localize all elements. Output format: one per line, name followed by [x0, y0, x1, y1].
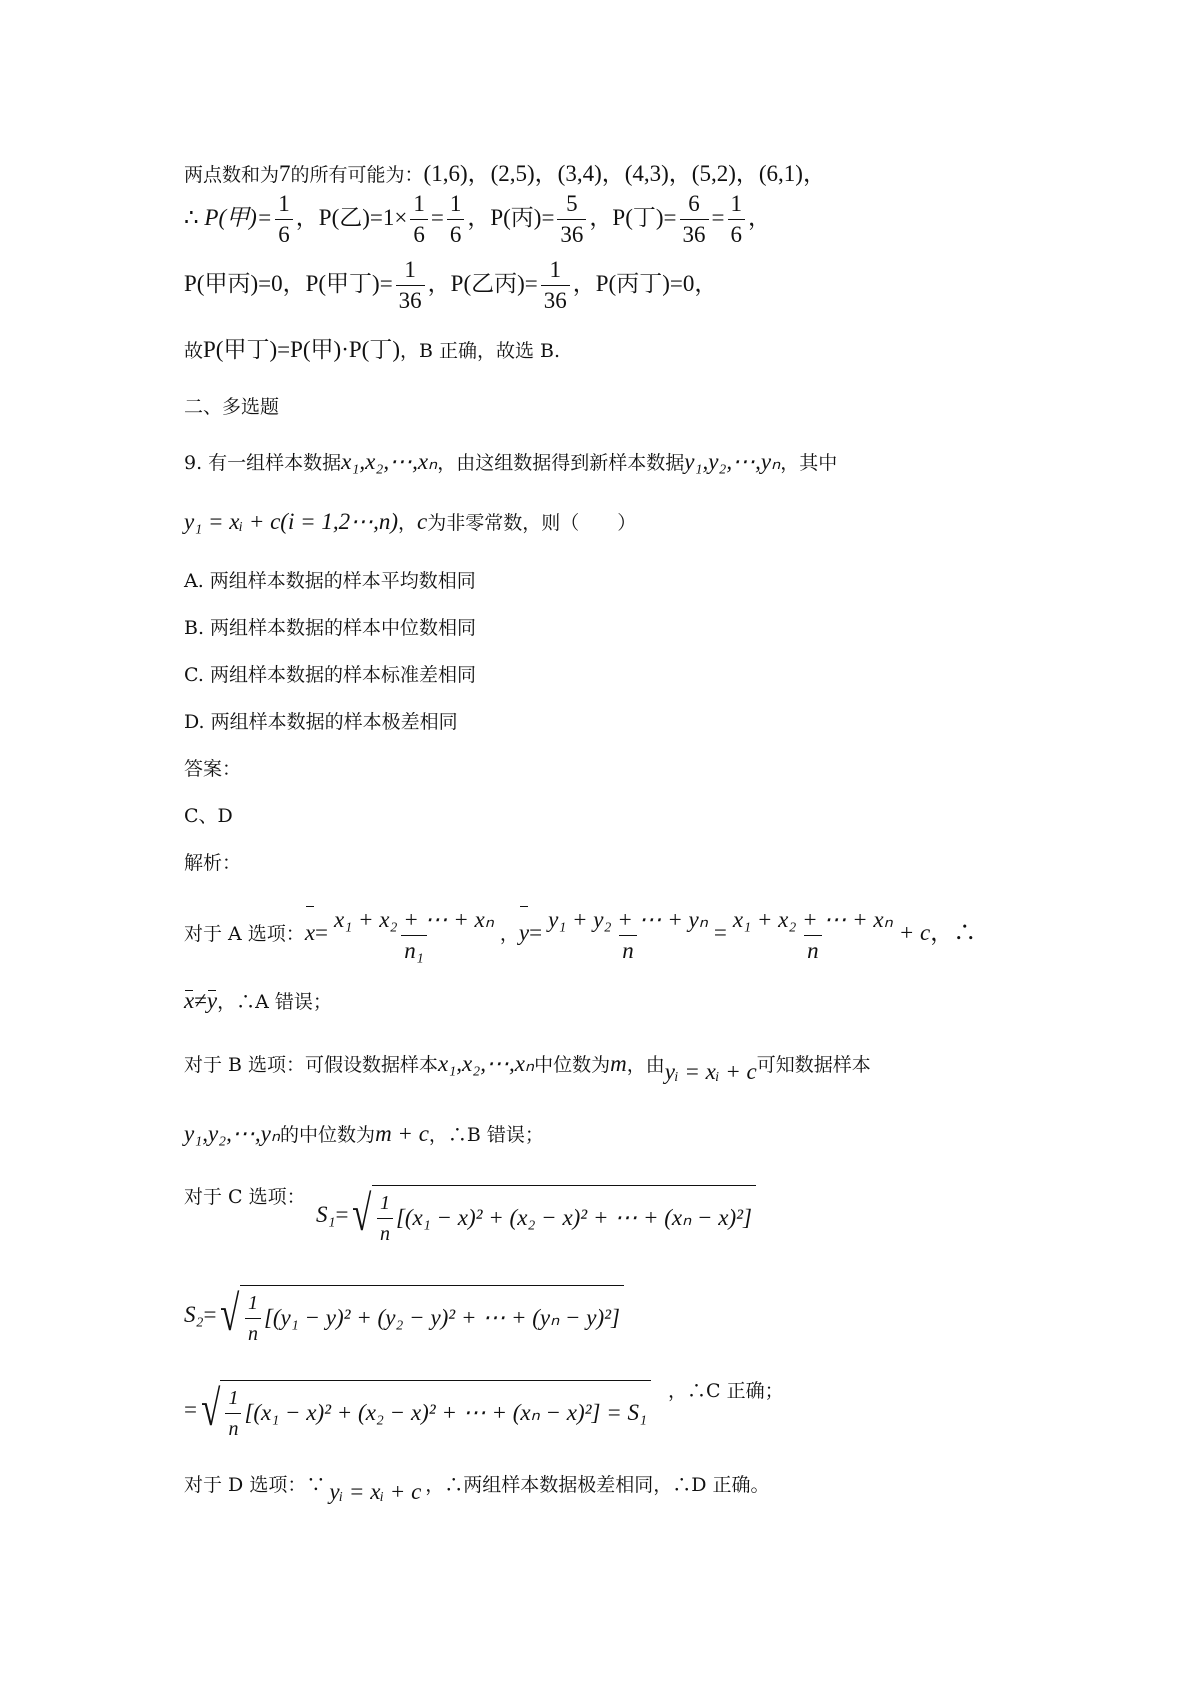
relation-formula: yᵢ = xᵢ + c	[329, 1479, 422, 1504]
p-ding: ，P(丁)=	[589, 205, 677, 230]
p-bing: ，P(丙)=	[467, 205, 555, 230]
option-d: D. 两组样本数据的样本极差相同	[184, 711, 458, 733]
s1-formula: S₁= √ $\frac{1}{n}$ [(x₁ − x)² + (x₂ − x)² + ⋯ + (xₙ − x)²]	[316, 1185, 756, 1248]
fraction: $\frac{1}{6}$	[410, 191, 428, 248]
text: ，由这组数据得到新样本数据	[437, 452, 685, 474]
square-root: √ $\frac{1}{n}$ [(x₁ − x)² + (x₂ − x)² + ⋯ + (xₙ − x)²] = S₁	[197, 1380, 651, 1443]
text: 中位数为	[534, 1054, 611, 1076]
fraction: $\frac{6}{36}$	[680, 191, 709, 248]
text: ，其中	[780, 452, 838, 474]
number-seven: 7	[279, 161, 291, 186]
y-bar: y	[206, 988, 218, 1013]
question-9-condition: y₁ = xᵢ + c(i = 1,2⋯,n)，c为非零常数，则（ ）	[184, 509, 637, 534]
p-jia: P(甲)=	[204, 205, 273, 230]
text: 9. 有一组样本数据	[184, 452, 342, 474]
x-sequence: x₁,x₂,⋯,xₙ	[341, 449, 438, 474]
text: 故	[184, 340, 204, 362]
analysis-a-line2: x≠y，∴A 错误；	[184, 988, 332, 1013]
square-root: √ $\frac{1}{n}$ [(y₁ − y)² + (y₂ − y)² + ⋯ + (yₙ − y)²]	[216, 1285, 624, 1348]
x-bar: x	[184, 988, 195, 1013]
text: 的所有可能为：	[290, 164, 424, 186]
option-a: A. 两组样本数据的样本平均数相同	[184, 570, 476, 592]
joint-prob-text: ，P(乙丙)=	[427, 271, 538, 296]
fraction: $\frac{1}{6}$	[728, 191, 746, 248]
analysis-d-line	[184, 1470, 770, 1504]
formula: P(甲丁)=P(甲)·P(丁)	[203, 337, 400, 362]
variance-expression: [(x₁ − x)² + (x₂ − x)² + ⋯ + (xₙ − x)²]	[395, 1205, 753, 1231]
fraction: $\frac{1}{6}$	[275, 191, 293, 248]
m-variable: m	[610, 1051, 627, 1076]
relation-formula: y₁ = xᵢ + c(i = 1,2⋯,n)	[184, 509, 399, 534]
text: ，B 正确，故选 B.	[399, 340, 561, 362]
analysis-a-line1: 对于 A 选项：x= $\frac{\text{x₁ + x₂ + ⋯ + xₙ}}{\text{n₁}}$ ，y= $\frac{\text{y₁ + y₂ + ⋯ + yₙ}}{n}$ = $\frac{\text{x₁ + x₂ + ⋯ + xₙ}}{n}$ + c，∴	[184, 903, 976, 964]
line-conclusion	[184, 336, 560, 365]
answer-label: 答案：	[184, 758, 242, 780]
s2-equals-s1: = √ $\frac{1}{n}$ [(x₁ − x)² + (x₂ − x)² + ⋯ + (xₙ − x)²] = S₁	[184, 1380, 651, 1443]
therefore-symbol: ∴	[184, 205, 199, 230]
text: 对于 B 选项：可假设数据样本	[184, 1054, 439, 1076]
section-heading: 二、多选题	[184, 396, 280, 418]
answer-value: C、D	[184, 805, 233, 827]
relation-formula: yᵢ = xᵢ + c	[664, 1059, 757, 1084]
text: 的中位数为	[280, 1124, 376, 1146]
text: 两点数和为	[184, 164, 280, 186]
y-sequence: y₁,y₂,⋯,yₙ	[184, 1121, 281, 1146]
pairs-list: (1,6)，(2,5)，(3,4)，(4,3)，(5,2)，(6,1)，	[423, 161, 826, 186]
fraction: $\frac{1}{6}$	[447, 191, 465, 248]
joint-prob-text: ，P(丙丁)=0，	[572, 271, 718, 296]
text: ，由	[626, 1054, 665, 1076]
analysis-b-line1	[184, 1050, 871, 1084]
s2-formula: S₂= √ $\frac{1}{n}$ [(y₁ − y)² + (y₂ − y)² + ⋯ + (yₙ − y)²]	[184, 1285, 624, 1348]
line-joint-probabilities	[184, 256, 717, 314]
analysis-label: 解析：	[184, 852, 242, 874]
question-9-stem	[184, 448, 837, 477]
text: 可知数据样本	[756, 1054, 871, 1076]
square-root: √ $\frac{1}{n}$ [(x₁ − x)² + (x₂ − x)² + ⋯ + (xₙ − x)²]	[348, 1185, 756, 1248]
option-c: C. 两组样本数据的样本标准差相同	[184, 664, 476, 686]
text: 对于 D 选项：∵	[184, 1474, 326, 1496]
text: ，∴两组样本数据极差相同，∴D 正确。	[425, 1474, 770, 1496]
line-probabilities: ∴ P(甲)= $\frac{1}{6}$ ，P(乙)=1× $\frac{1}{6}$ = $\frac{1}{6}$ ，P(丙)= $\frac{5}{36}$ ，P(丁)= $\frac{6}{36}$ = $\frac{1}{6}$ ，	[184, 191, 771, 248]
option-b: B. 两组样本数据的样本中位数相同	[184, 617, 477, 639]
text: ，∴A 错误；	[217, 991, 332, 1013]
s1: S₁	[316, 1202, 336, 1227]
fraction: $\frac{1}{36}$	[396, 257, 425, 314]
text: 为非零常数，则（ ）	[427, 512, 637, 534]
fraction: $\frac{\text{x₁ + x₂ + ⋯ + xₙ}}{\text{n₁}}$	[334, 906, 494, 963]
x-sequence: x₁,x₂,⋯,xₙ	[438, 1051, 535, 1076]
m-plus-c: m + c	[375, 1121, 429, 1146]
c-correct: ，∴C 正确；	[668, 1380, 784, 1402]
fraction: $\frac{\text{x₁ + x₂ + ⋯ + xₙ}}{n}$	[732, 906, 893, 963]
x-bar: x	[305, 903, 315, 963]
line-dice-sum	[184, 160, 826, 189]
variance-expression: [(x₁ − x)² + (x₂ − x)² + ⋯ + (xₙ − x)²] = S₁	[244, 1400, 648, 1426]
text: ，∴B 错误；	[428, 1124, 544, 1146]
variance-expression: [(y₁ − y)² + (y₂ − y)² + ⋯ + (yₙ − y)²]	[263, 1305, 621, 1331]
analysis-c-label: 对于 C 选项：	[184, 1186, 306, 1208]
y-sequence: y₁,y₂,⋯,yₙ	[684, 449, 781, 474]
p-yi: ，P(乙)=1×	[295, 205, 408, 230]
c-variable: c	[417, 509, 428, 534]
analysis-b-line2	[184, 1120, 544, 1149]
fraction: $\frac{5}{36}$	[557, 191, 586, 248]
joint-prob-text: P(甲丙)=0，P(甲丁)=	[184, 271, 393, 296]
text: 对于 A 选项：	[184, 923, 305, 945]
fraction: $\frac{\text{y₁ + y₂ + ⋯ + yₙ}}{n}$	[548, 906, 708, 963]
s2: S₂	[184, 1302, 204, 1327]
y-bar: y	[519, 903, 529, 963]
fraction: $\frac{1}{36}$	[541, 257, 570, 314]
